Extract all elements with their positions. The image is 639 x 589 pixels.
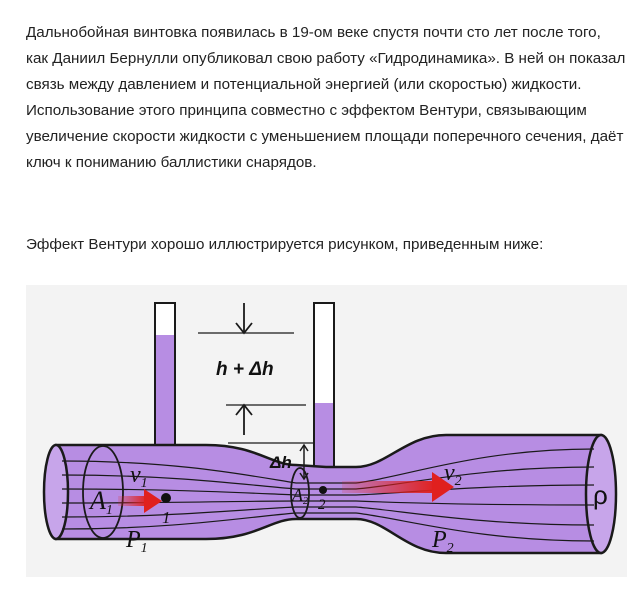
p1-label: $P_1$: [126, 527, 148, 556]
v1-label: $v_1$: [130, 462, 148, 491]
arrow-down-icon: [236, 303, 252, 333]
delta-h-label: Δh: [270, 453, 292, 472]
left-pipe-end: [44, 445, 68, 539]
a2-label: A2: [292, 485, 308, 507]
p2-label: $P_2$: [432, 527, 454, 556]
arrow-up-icon: [236, 405, 252, 435]
point-1-dot: [161, 493, 171, 503]
point-1-label: 1: [162, 508, 171, 527]
point-2-label: 2: [318, 497, 326, 513]
venturi-figure: [26, 285, 627, 577]
rho-label: ρ: [593, 480, 608, 510]
height-label: h + Δh: [216, 359, 274, 380]
point-2-dot: [319, 486, 327, 494]
article-paragraph-2: Эффект Вентури хорошо иллюстрируется рисунком, приведенным ниже:: [26, 236, 544, 253]
delta-h-arrow-icon: [300, 445, 308, 479]
venturi-diagram: [26, 285, 627, 577]
v2-label: $v_2$: [444, 460, 462, 489]
a1-label: A1: [90, 486, 113, 518]
article-paragraph-1: Дальнобойная винтовка появилась в 19-ом веке спустя почти сто лет после того, как Даниил Бернулли опубликовал свою работу «Гидродинамика». В ней он показал связь между давлением и потенциальной энергией (или скоростью) жидкости. Использование этого принципа совместно с эффектом Вентури, связывающим увеличение скорости жидкости с уменьшением площади поперечного сечения, даёт ключ к пониманию баллистики снарядов.: [26, 24, 626, 171]
